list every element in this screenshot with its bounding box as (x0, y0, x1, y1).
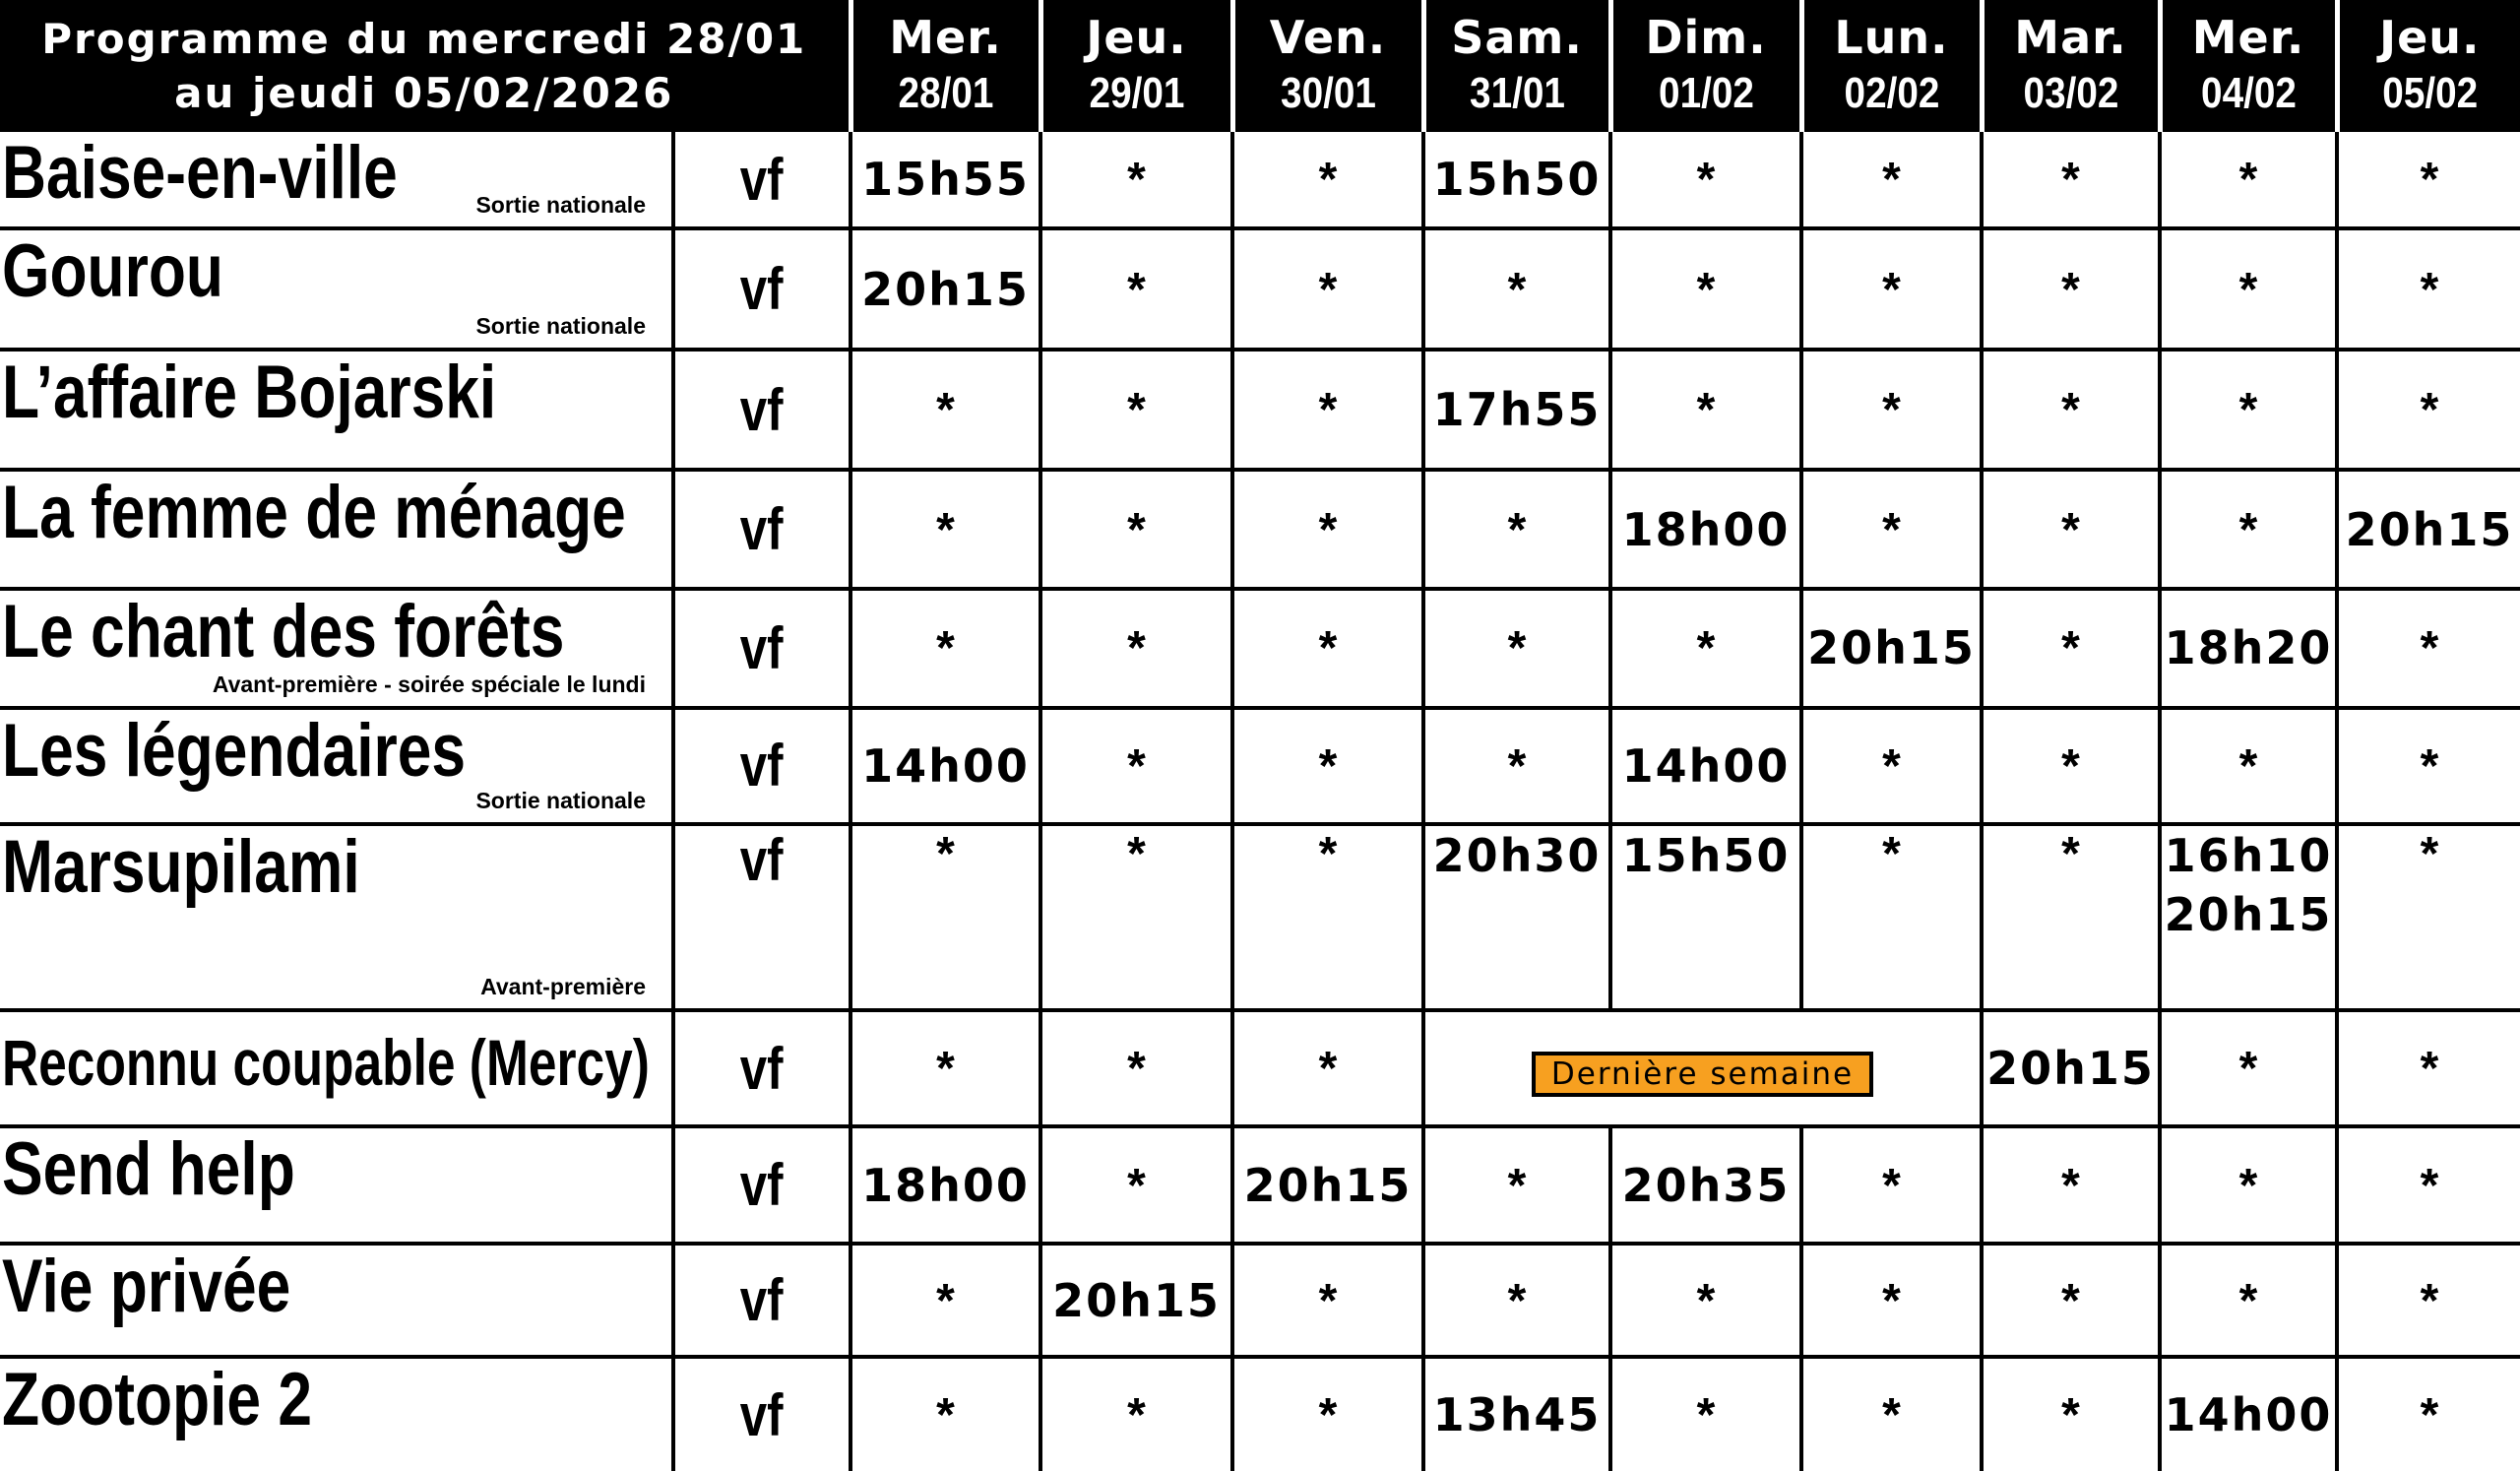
no-show-marker: * (1127, 1159, 1146, 1212)
showtime-cell (2160, 228, 2337, 350)
no-show-marker: * (2238, 1043, 2258, 1096)
film-note: Sortie nationale (475, 312, 646, 339)
showtime-cell (1982, 1010, 2160, 1127)
showtime-cell (1801, 824, 1982, 1010)
showtime: 20h15 (1986, 1042, 2155, 1096)
showtime-cell (1610, 824, 1801, 1010)
no-show-marker: * (1507, 1159, 1527, 1212)
no-show-marker: * (1318, 154, 1338, 207)
day-date: 04/02 (2200, 69, 2297, 117)
showtime-cell (1040, 1010, 1232, 1127)
day-date: 30/01 (1280, 69, 1376, 117)
day-name: Sam. (1451, 11, 1583, 64)
schedule-body (0, 132, 2520, 1471)
no-show-marker: * (936, 1043, 955, 1096)
showtime-cell (2337, 1126, 2520, 1244)
showtime-cell (850, 1357, 1040, 1471)
showtime-cell (1982, 132, 2160, 228)
showtime-cell (1040, 350, 1232, 471)
no-show-marker: * (1318, 1274, 1338, 1327)
showtime-cell (1801, 470, 1982, 589)
version-cell (673, 350, 850, 471)
no-show-marker: * (1127, 384, 1146, 437)
no-show-marker: * (1696, 1274, 1716, 1327)
no-show-marker: * (2061, 739, 2080, 793)
no-show-marker: * (2238, 384, 2258, 437)
day-date: 01/02 (1658, 69, 1754, 117)
no-show-marker: * (1507, 1274, 1527, 1327)
showtime-cell (1801, 1126, 1982, 1244)
showtime: 20h15 (2345, 502, 2514, 556)
film-title-cell (0, 708, 673, 825)
showtime-cell (1423, 132, 1610, 228)
day-name: Mer. (2191, 11, 2305, 64)
film-row (0, 708, 2520, 825)
no-show-marker: * (1882, 384, 1901, 437)
showtime: 14h00 (1621, 738, 1791, 793)
showtime: 15h50 (1621, 829, 1791, 883)
showtime-cell (1040, 228, 1232, 350)
showtime-cell (2337, 132, 2520, 228)
no-show-marker: * (1318, 739, 1338, 793)
showtime-cell (1232, 708, 1423, 825)
no-show-marker: * (936, 384, 955, 437)
no-show-marker: * (2061, 263, 2080, 316)
showtime-cell (1232, 350, 1423, 471)
showtime-cell (1232, 1244, 1423, 1358)
showtime-cell (1232, 1357, 1423, 1471)
no-show-marker: * (2061, 154, 2080, 207)
no-show-marker: * (2420, 1159, 2439, 1212)
showtime-cell (850, 228, 1040, 350)
showtime-cell (1982, 470, 2160, 589)
no-show-marker: * (1696, 263, 1716, 316)
version-label: vf (740, 256, 784, 323)
no-show-marker: * (2420, 828, 2439, 881)
version-label: vf (740, 1381, 784, 1448)
version-label: vf (740, 614, 784, 681)
showtime-cell (1040, 1126, 1232, 1244)
no-show-marker: * (936, 1274, 955, 1327)
showtime-cell (1801, 589, 1982, 708)
showtime-cell (850, 589, 1040, 708)
showtime: 15h50 (1432, 153, 1602, 207)
no-show-marker: * (1127, 503, 1146, 556)
no-show-marker: * (1507, 263, 1527, 316)
no-show-marker: * (2420, 1043, 2439, 1096)
showtime-cell (1232, 1010, 1423, 1127)
showtime: 20h15 (861, 262, 1030, 316)
no-show-marker: * (2061, 1159, 2080, 1212)
no-show-marker: * (1882, 739, 1901, 793)
version-cell (673, 824, 850, 1010)
showtime-cell (2160, 470, 2337, 589)
film-title: Gourou (2, 229, 224, 314)
showtime: 20h30 (1432, 829, 1602, 883)
showtime-cell (1232, 132, 1423, 228)
showtime-cell (1982, 708, 2160, 825)
no-show-marker: * (2061, 1389, 2080, 1442)
no-show-marker: * (1127, 828, 1146, 881)
showtime-cell (1423, 589, 1610, 708)
day-date: 02/02 (1844, 69, 1939, 117)
showtime-cell (1040, 1244, 1232, 1358)
showtime-cell (1982, 824, 2160, 1010)
no-show-marker: * (1696, 1389, 1716, 1442)
film-title-cell (0, 1357, 673, 1471)
day-date: 28/01 (898, 69, 993, 117)
no-show-marker: * (2420, 1389, 2439, 1442)
film-row (0, 1357, 2520, 1471)
showtime-cell (2337, 470, 2520, 589)
day-name: Dim. (1645, 11, 1767, 64)
film-title: Les légendaires (2, 708, 467, 793)
no-show-marker: * (2238, 503, 2258, 556)
version-cell (673, 228, 850, 350)
showtime-cell (1040, 132, 1232, 228)
showtime-cell (1040, 824, 1232, 1010)
no-show-marker: * (1127, 1043, 1146, 1096)
version-cell (673, 470, 850, 589)
showtime: 16h10 (2164, 829, 2333, 883)
showtime-cell (1423, 1357, 1610, 1471)
film-title: Le chant des forêts (2, 590, 565, 674)
showtime: 20h15 (1807, 621, 1976, 675)
programme-title (0, 0, 850, 132)
showtime-cell (2160, 1010, 2337, 1127)
showtime-cell (2337, 350, 2520, 471)
no-show-marker: * (1127, 622, 1146, 675)
film-row (0, 824, 2520, 1010)
no-show-marker: * (1507, 739, 1527, 793)
day-header (850, 0, 1040, 132)
no-show-marker: * (1318, 1043, 1338, 1096)
showtime-cell (2160, 589, 2337, 708)
showtime-cell (2337, 708, 2520, 825)
programme-title-line2: au jeudi 05/02/2026 (174, 69, 674, 117)
showtime-cell (850, 132, 1040, 228)
day-name: Jeu. (1086, 11, 1187, 64)
showtime: 20h35 (1621, 1158, 1791, 1212)
version-cell (673, 132, 850, 228)
showtime: 17h55 (1432, 383, 1602, 437)
programme-title-line1: Programme du mercredi 28/01 (41, 14, 807, 63)
film-note: Sortie nationale (475, 788, 646, 814)
showtime-cell (1423, 1244, 1610, 1358)
no-show-marker: * (2238, 263, 2258, 316)
day-header (1801, 0, 1982, 132)
no-show-marker: * (1318, 503, 1338, 556)
version-cell (673, 1010, 850, 1127)
no-show-marker: * (2061, 622, 2080, 675)
no-show-marker: * (1882, 1159, 1901, 1212)
film-title: Baise-en-ville (2, 132, 398, 215)
no-show-marker: * (1127, 154, 1146, 207)
showtime-cell (2160, 708, 2337, 825)
showtime: 13h45 (1432, 1388, 1602, 1442)
showtime-cell (1610, 589, 1801, 708)
showtime-cell (1801, 350, 1982, 471)
film-title-cell (0, 1126, 673, 1244)
film-title: Vie privée (2, 1244, 291, 1328)
showtime: 14h00 (2164, 1388, 2333, 1442)
no-show-marker: * (936, 1389, 955, 1442)
showtime-cell (1610, 1126, 1801, 1244)
showtime-cell (1982, 1357, 2160, 1471)
film-title-cell (0, 589, 673, 708)
showtime-cell (2160, 350, 2337, 471)
showtime-cell (1982, 228, 2160, 350)
showtime-cell (1232, 589, 1423, 708)
film-title-cell (0, 350, 673, 471)
no-show-marker: * (1882, 1389, 1901, 1442)
day-header (1610, 0, 1801, 132)
no-show-marker: * (1882, 154, 1901, 207)
showtime: 14h00 (861, 738, 1030, 793)
no-show-marker: * (1318, 263, 1338, 316)
no-show-marker: * (2420, 154, 2439, 207)
showtime: 18h00 (861, 1158, 1030, 1212)
showtime-cell (1423, 824, 1610, 1010)
last-week-banner: Dernière semaine (1532, 1052, 1873, 1097)
showtime-cell (1610, 470, 1801, 589)
version-label: vf (740, 496, 784, 563)
day-header (2160, 0, 2337, 132)
film-note: Sortie nationale (475, 192, 646, 219)
film-title-cell (0, 1244, 673, 1358)
version-cell (673, 1357, 850, 1471)
showtime-cell (850, 1126, 1040, 1244)
showtime-cell (1040, 589, 1232, 708)
film-title: La femme de ménage (2, 471, 626, 555)
no-show-marker: * (1696, 622, 1716, 675)
showtime-cell (1423, 470, 1610, 589)
showtime-cell (1801, 708, 1982, 825)
film-note: Avant-première (480, 973, 646, 999)
showtime-cell (850, 470, 1040, 589)
no-show-marker: * (1882, 828, 1901, 881)
no-show-marker: * (1882, 503, 1901, 556)
showtime-cell (1423, 708, 1610, 825)
no-show-marker: * (1882, 263, 1901, 316)
day-header (1040, 0, 1232, 132)
showtime: 18h20 (2164, 621, 2333, 675)
showtime-cell (2160, 1126, 2337, 1244)
no-show-marker: * (2420, 384, 2439, 437)
showtime-cell (1040, 1357, 1232, 1471)
day-date: 29/01 (1089, 69, 1184, 117)
film-title: Zootopie 2 (2, 1358, 313, 1442)
film-title: L’affaire Bojarski (2, 350, 497, 434)
no-show-marker: * (2238, 1159, 2258, 1212)
showtime-cell (2337, 1357, 2520, 1471)
showtime-cell (1982, 1244, 2160, 1358)
no-show-marker: * (936, 503, 955, 556)
showtime-cell (2160, 132, 2337, 228)
showtime-cell (1610, 132, 1801, 228)
film-row (0, 350, 2520, 471)
day-header (1423, 0, 1610, 132)
version-cell (673, 1126, 850, 1244)
showtime-cell (2160, 1357, 2337, 1471)
no-show-marker: * (2061, 384, 2080, 437)
showtime: 20h15 (1243, 1158, 1413, 1212)
showtime-cell (1423, 228, 1610, 350)
no-show-marker: * (1127, 1389, 1146, 1442)
day-name: Ven. (1269, 11, 1387, 64)
no-show-marker: * (1127, 263, 1146, 316)
version-label: vf (740, 1035, 784, 1102)
version-cell (673, 1244, 850, 1358)
no-show-marker: * (1127, 739, 1146, 793)
showtime: 20h15 (2164, 888, 2333, 942)
day-name: Lun. (1834, 11, 1949, 64)
film-note: Avant-première - soirée spéciale le lundi (212, 671, 646, 697)
no-show-marker: * (2420, 1274, 2439, 1327)
showtime-cell (1610, 228, 1801, 350)
showtime-cell (1610, 1357, 1801, 1471)
no-show-marker: * (1882, 1274, 1901, 1327)
version-label: vf (740, 1267, 784, 1334)
no-show-marker: * (2420, 263, 2439, 316)
day-header (1982, 0, 2160, 132)
showtime-cell (1232, 824, 1423, 1010)
showtime-cell (850, 824, 1040, 1010)
showtime-cell (850, 350, 1040, 471)
showtime-cell (1232, 1126, 1423, 1244)
film-title: Reconnu coupable (Mercy) (2, 1025, 650, 1099)
film-title: Send help (2, 1127, 295, 1212)
film-title-cell (0, 1010, 673, 1127)
no-show-marker: * (1318, 384, 1338, 437)
showtime-cell (2160, 824, 2337, 1010)
showtime-cell (2337, 1244, 2520, 1358)
day-name: Mer. (889, 11, 1002, 64)
film-title-cell (0, 228, 673, 350)
no-show-marker: * (1318, 1389, 1338, 1442)
no-show-marker: * (1318, 828, 1338, 881)
showtime-cell (2160, 1244, 2337, 1358)
showtime-cell (2337, 1010, 2520, 1127)
no-show-marker: * (1507, 622, 1527, 675)
day-name: Jeu. (2378, 11, 2481, 64)
showtime: 20h15 (1052, 1273, 1221, 1327)
film-row (0, 228, 2520, 350)
showtime-cell (850, 1010, 1040, 1127)
no-show-marker: * (2238, 739, 2258, 793)
day-header (1232, 0, 1423, 132)
day-date: 03/02 (2023, 69, 2118, 117)
showtime-cell (1982, 589, 2160, 708)
no-show-marker: * (936, 828, 955, 881)
no-show-marker: * (2238, 1274, 2258, 1327)
no-show-marker: * (2061, 1274, 2080, 1327)
version-label: vf (740, 827, 784, 894)
no-show-marker: * (2061, 503, 2080, 556)
day-date: 31/01 (1469, 69, 1565, 117)
showtime: 18h00 (1621, 502, 1791, 556)
film-title-cell (0, 470, 673, 589)
showtime-cell (1801, 228, 1982, 350)
film-row (0, 1244, 2520, 1358)
film-row (0, 132, 2520, 228)
showtime-cell (850, 708, 1040, 825)
showtime-cell (1801, 132, 1982, 228)
showtime-cell (1982, 1126, 2160, 1244)
showtime-cell (2337, 589, 2520, 708)
version-label: vf (740, 146, 784, 213)
showtime-cell (2337, 228, 2520, 350)
no-show-marker: * (1507, 503, 1527, 556)
no-show-marker: * (1318, 622, 1338, 675)
no-show-marker: * (936, 622, 955, 675)
showtime-cell (1801, 1244, 1982, 1358)
showtime-cell (1040, 470, 1232, 589)
showtime-cell (1040, 708, 1232, 825)
film-row (0, 1126, 2520, 1244)
showtime-cell (1610, 708, 1801, 825)
showtime-cell (1610, 350, 1801, 471)
version-cell (673, 589, 850, 708)
no-show-marker: * (1696, 154, 1716, 207)
day-date: 05/02 (2381, 69, 2478, 117)
version-cell (673, 708, 850, 825)
no-show-marker: * (1696, 384, 1716, 437)
film-title: Marsupilami (2, 825, 360, 910)
film-title-cell (0, 824, 673, 1010)
film-row (0, 589, 2520, 708)
day-header (2337, 0, 2520, 132)
film-row (0, 470, 2520, 589)
last-week-banner-cell (1423, 1010, 1982, 1127)
day-name: Mar. (2014, 11, 2127, 64)
film-title-cell (0, 132, 673, 228)
film-row (0, 1010, 2520, 1127)
no-show-marker: * (2420, 739, 2439, 793)
version-label: vf (740, 1152, 784, 1219)
showtime-cell (1610, 1244, 1801, 1358)
no-show-marker: * (2238, 154, 2258, 207)
showtime-cell (1982, 350, 2160, 471)
no-show-marker: * (2420, 622, 2439, 675)
showtime-cell (1423, 350, 1610, 471)
showtime-cell (2337, 824, 2520, 1010)
showtime-cell (1232, 470, 1423, 589)
showtime-cell (850, 1244, 1040, 1358)
showtime-cell (1232, 228, 1423, 350)
no-show-marker: * (2061, 828, 2080, 881)
showtime: 15h55 (861, 153, 1030, 207)
version-label: vf (740, 733, 784, 799)
header-row (0, 0, 2520, 132)
showtime-cell (1801, 1357, 1982, 1471)
version-label: vf (740, 376, 784, 443)
showtime-cell (1423, 1126, 1610, 1244)
